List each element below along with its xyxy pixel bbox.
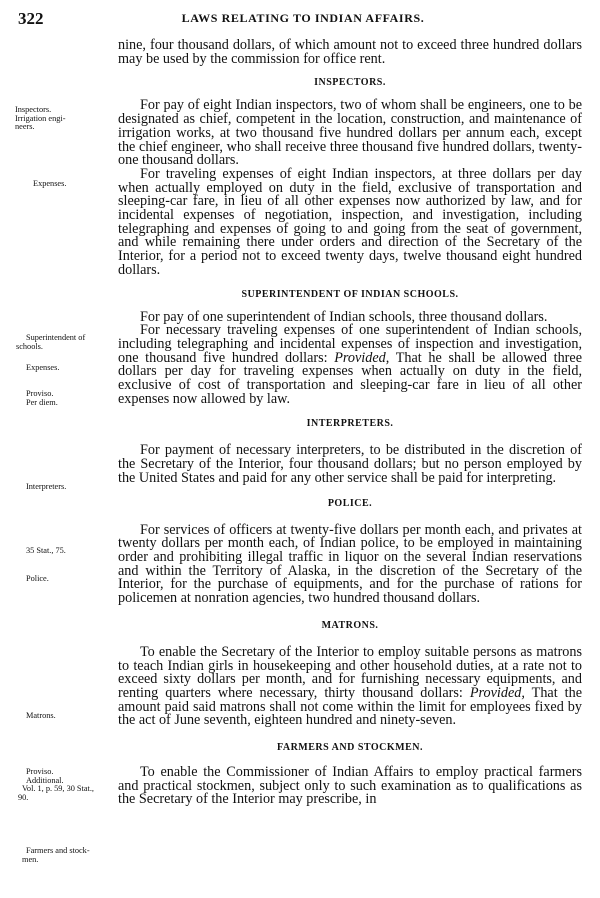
paragraph-inspectors: For pay of eight Indian inspectors, two of whom shall be engineers, one to be designated as chief, competent in the location, construction, and maintenance of irrigation works, at two thousand five hundred dollars per annum each, except the chief engineer, who shall receive three thousand five hundred dollars, twenty-one thousand dollars. <box>118 97 582 169</box>
heading-interpreters: INTERPRETERS. <box>306 418 394 430</box>
running-title: LAWS RELATING TO INDIAN AFFAIRS. <box>181 11 425 25</box>
text-run: That he shall be allowed three dollars per day for traveling expenses when actually on duty in the field, exclusive of cost of transportation and sleeping-car fare in lieu of all other expenses now allowed by law. <box>118 349 582 407</box>
provided-word: Provided, <box>469 684 525 701</box>
paragraph-travel: For traveling expenses of eight Indian inspectors, at three dollars per day when actually employed on duty in the field, exclusive of transportation and sleeping-car fare, in lieu of all other expenses now authorized by law, and for incidental expenses of negotiation, inspection, and investigation, including telegraphing and expenses of going to and going from the seat of government, and while remaining there under orders and direction of the Secretary of the Interior, for a period not to exceed twenty days, twelve thousand eight hundred dollars. <box>118 165 582 278</box>
paragraph-matrons <box>118 643 582 729</box>
margin-note-statute: 35 Stat., 75. <box>26 546 66 555</box>
body-text <box>118 39 582 807</box>
margin-note-expenses: Expenses. <box>33 179 67 188</box>
text-run: For necessary traveling expenses of one superintendent of Indian schools, including telegraphing and incidental expenses of inspection and investigation, one thousand five hundred dollars: <box>118 322 582 366</box>
text-run: That the amount paid said matrons shall not come within the limit for employees fixed by the act of June seventh, eighteen hundred and ninety-seven. <box>118 684 582 729</box>
provided-word: Provided, <box>334 349 390 366</box>
margin-note-text: schools. <box>16 341 43 351</box>
margin-note-police: Police. <box>26 574 49 583</box>
margin-note-text: Per diem. <box>26 397 58 407</box>
paragraph-superintendent-travel <box>118 324 582 406</box>
margin-note-text: Farmers and stock- <box>26 846 90 855</box>
paragraph-superintendent: For pay of one superintendent of Indian schools, three thousand dollars. <box>140 308 548 325</box>
margin-note-interpreters: Interpreters. <box>26 482 67 491</box>
margin-note-text: men. <box>22 854 39 864</box>
page-number: 322 <box>18 9 44 28</box>
margin-note-matrons: Matrons. <box>26 711 56 720</box>
margin-note-text: Inspectors. <box>15 105 52 114</box>
paragraph-police: For services of officers at twenty-five dollars per month each, and privates at twenty dollars per month each, of Indian police, to be employed in maintaining order and prohibiting illegal traffic in liquor on the several Indian reservations and within the Territory of Alaska, in the discretion of the Secretary of the Interior, for the purchase of equipments, and for the purchase of rations for policemen at nonration agencies, two hundred thousand dollars. <box>118 521 582 607</box>
margin-note-text: Superintendent of <box>26 333 86 342</box>
heading-farmers: FARMERS AND STOCKMEN. <box>277 742 423 754</box>
margin-note-text: Proviso. <box>26 767 54 776</box>
heading-police: POLICE. <box>327 497 373 509</box>
margin-note-farmers <box>22 846 134 864</box>
page-header <box>18 9 588 27</box>
margin-note-text: Vol. 1, p. 59, 30 Stat., <box>22 784 94 794</box>
margin-note-text: neers. <box>15 122 35 132</box>
margin-note-text: 90. <box>18 792 29 802</box>
paragraph-interpreters: For payment of necessary interpreters, to be distributed in the discretion of the Secretary of the Interior, four thousand dollars; but no person employed by the United States and paid for any other service shall be paid for interpreting. <box>118 442 582 486</box>
heading-matrons: MATRONS. <box>321 619 379 631</box>
paragraph-intro: nine, four thousand dollars, of which amount not to exceed three hundred dollars may be used by the commission for office rent. <box>118 37 582 67</box>
text-run: To enable the Secretary of the Interior to employ suitable persons as matrons to teach Indian girls in housekeeping and other household duties, at a rate not to exceed sixty dollars per month, and for furnishing necessary equipments, and renting quarters where necessary, thirty thousand dollars: <box>118 643 582 701</box>
heading-inspectors: INSPECTORS. <box>314 77 386 89</box>
margin-note-text: Additional. <box>26 775 64 785</box>
margin-note-text: Proviso. <box>26 389 54 398</box>
margin-note-expenses-2: Expenses. <box>26 363 60 372</box>
paragraph-farmers: To enable the Commissioner of Indian Affairs to employ practical farmers and practical stockmen, subject only to such examination as to qualifications as the Secretary of the Interior may prescribe, in <box>118 764 582 808</box>
margin-note-text: Irrigation engi- <box>15 113 66 123</box>
margin-note-inspectors <box>15 106 123 132</box>
heading-superintendent: SUPERINTENDENT OF INDIAN SCHOOLS. <box>241 288 459 300</box>
